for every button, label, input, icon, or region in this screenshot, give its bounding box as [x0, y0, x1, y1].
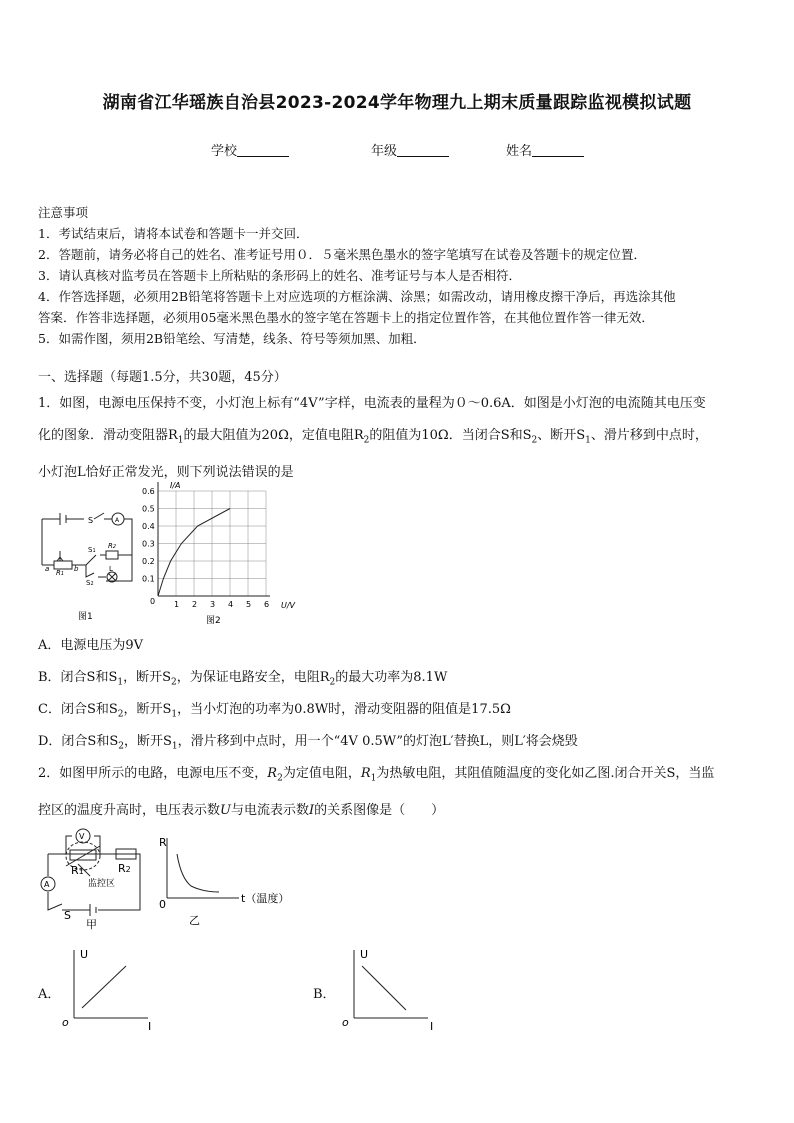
grade-blank — [397, 144, 449, 157]
q1-circuit-label: S1 — [88, 546, 96, 554]
name-blank — [532, 144, 584, 157]
q2-circuit-label: R1 — [71, 864, 84, 877]
notes-heading: 注意事项 — [38, 205, 89, 220]
name-label: 姓名 — [506, 144, 533, 159]
q2-line: 2．如图甲所示的电路，电源电压不变，$R_2$为定值电阻，$R_1$为热敏电阻，其阻值随温度的变化如乙图.闭合开关S，当监 — [38, 766, 715, 784]
school-blank — [237, 144, 289, 157]
q1-y-tick-label: 0.2 — [142, 557, 155, 566]
q2-graph-label: R — [159, 836, 167, 849]
note-item: 3．请认真核对监考员在答题卡上所粘贴的条形码上的姓名、准考证号与本人是否相符． — [38, 268, 521, 283]
notes-block — [38, 202, 756, 349]
q1-circuit-label: b — [74, 565, 79, 573]
q1-option-c: C．闭合S和$S_2$，断开$S_1$，当小灯泡的功率为0.8W时，滑动变阻器的阻值是17.5Ω — [38, 702, 511, 720]
page-title: 湖南省江华瑶族自治县2023-2024学年物理九上期末质量跟踪监视模拟试题 — [102, 93, 692, 113]
note-item: 2．答题前，请务必将自己的姓名、准考证号用０．５毫米黑色墨水的签字笔填写在试卷及答题卡的规定位置． — [38, 247, 646, 262]
q1-option-b: B．闭合S和$S_1$，断开$S_2$，为保证电路安全，电阻$R_2$的最大功率为8.1W — [38, 670, 448, 688]
q1-x-tick-label: 1 — [174, 600, 180, 609]
svg-text:U: U — [80, 948, 89, 961]
question-1-stem — [38, 388, 760, 489]
thermistor-r1 — [70, 850, 96, 860]
note-item: 答案．作答非选择题，必须用05毫米黑色墨水的签字笔在答题卡上的指定位置作答，在其他位置作答一律无效． — [38, 310, 654, 325]
svg-text:U: U — [360, 948, 369, 961]
q2-monitor-label: 监控区 — [88, 879, 116, 889]
note-item: 4．作答选择题，必须用2B铅笔将答题卡上对应选项的方框涂满、涂黑；如需改动，请用橡皮擦干净后，再选涂其他 — [38, 289, 676, 304]
school-field — [211, 140, 289, 159]
q1-x-tick-label: 6 — [264, 600, 270, 609]
q1-line: 化的图象．滑动变阻器$R_1$的最大阻值为20Ω，定值电阻$R_2$的阻值为10Ω．当闭合S和$S_2$、断开$S_1$、滑片移到中点时， — [38, 428, 708, 446]
q2-r-t-curve — [177, 854, 219, 892]
q2-r-t-graph — [155, 834, 290, 929]
q2-option-a-graph — [60, 944, 160, 1034]
option-a-line — [82, 966, 126, 1008]
q1-graph-grid — [158, 491, 266, 596]
grade-field — [371, 140, 449, 159]
q1-y-axis-label: I/A — [170, 481, 181, 490]
q1-circuit-label: R1 — [56, 569, 65, 577]
q2-option-a-label: A． — [38, 987, 61, 1002]
q2-circuit-label: S — [64, 909, 71, 922]
grade-label: 年级 — [371, 144, 398, 159]
question-2-stem — [38, 758, 760, 827]
q2-circuit-label: A — [44, 880, 50, 889]
q2-graph-xlabel: t（温度） — [241, 892, 290, 905]
q1-x-tick-label: 5 — [246, 600, 252, 609]
school-label: 学校 — [211, 144, 238, 159]
q1-x-tick-label: 4 — [228, 600, 234, 609]
svg-text:o: o — [62, 1016, 69, 1029]
svg-text:I: I — [430, 1020, 434, 1033]
q1-figure-caption: 图1 — [78, 612, 93, 620]
q2-circuit-label: R2 — [118, 862, 131, 875]
q1-x-axis-label: U/V — [281, 601, 296, 610]
q1-y-tick-label: 0.6 — [142, 487, 155, 496]
section-heading: 一、选择题（每题1.5分，共30题，45分） — [38, 370, 287, 385]
svg-text:o: o — [342, 1016, 349, 1029]
name-field — [506, 140, 584, 159]
svg-text:I: I — [148, 1020, 152, 1033]
q2-line: 控区的温度升高时，电压表示数U与电流表示数I的关系图像是（ ） — [38, 802, 445, 818]
q1-circuit-label: R2 — [108, 542, 117, 550]
q1-line: 小灯泡L恰好正常发光，则下列说法错误的是 — [38, 464, 294, 480]
q1-circuit-diagram — [36, 505, 136, 620]
note-item: 5．如需作图，须用2B铅笔绘、写清楚，线条、符号等须加黑、加粗． — [38, 331, 426, 346]
q1-y-tick-label: 0.4 — [142, 522, 155, 531]
q1-graph-origin: 0 — [150, 597, 156, 606]
q1-y-tick-label: 0.3 — [142, 539, 155, 549]
q2-circuit-caption: 甲 — [86, 918, 97, 930]
q1-graph-caption: 图2 — [206, 616, 221, 626]
q1-option-d: D．闭合S和$S_2$，断开$S_1$，滑片移到中点时，用一个“4V 0.5W”的灯泡L′替换L，则L′将会烧毁 — [38, 734, 578, 752]
q1-y-tick-label: 0.5 — [142, 504, 155, 514]
q1-y-tick-label: 0.1 — [142, 574, 155, 584]
q2-graph-origin: 0 — [159, 898, 166, 911]
q1-circuit-label: A — [115, 517, 120, 524]
q1-iu-graph — [140, 478, 310, 628]
q1-circuit-label: a — [45, 565, 50, 573]
q1-x-tick-label: 3 — [210, 600, 216, 609]
q1-x-tick-label: 2 — [192, 600, 198, 609]
q2-graph-caption: 乙 — [189, 914, 200, 927]
q1-circuit-label: S2 — [86, 579, 94, 587]
q1-option-a: A．电源电压为9V — [38, 638, 144, 653]
note-item: 1．考试结束后，请将本试卷和答题卡一并交回． — [38, 226, 309, 241]
q1-circuit-label: L — [109, 565, 113, 573]
q1-line: 1．如图，电源电压保持不变，小灯泡上标有“4V”字样，电流表的量程为０～0.6A．如图是小灯泡的电流随其电压变 — [38, 396, 706, 411]
q2-option-b-graph — [340, 944, 440, 1034]
q2-circuit-diagram — [38, 820, 148, 930]
q1-circuit-label: S — [88, 516, 94, 525]
q2-option-b-label: B． — [313, 987, 336, 1002]
option-b-line — [362, 966, 406, 1010]
q2-circuit-label: V — [79, 832, 85, 841]
